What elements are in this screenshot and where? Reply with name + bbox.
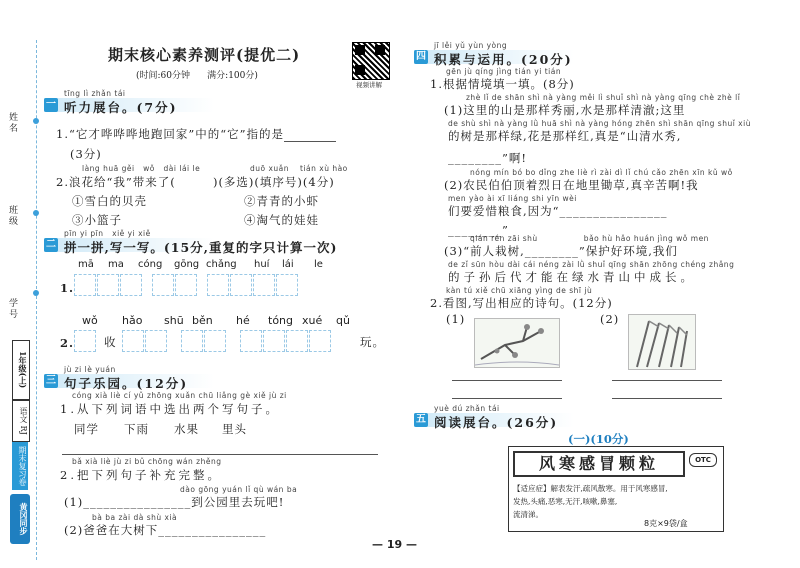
otc-badge: OTC: [689, 453, 717, 467]
s4-s3-pinyin: qián rén zāi shù bǎo hù hǎo huán jìng wǒ men: [470, 234, 709, 243]
section-4-pinyin: jī lěi yǔ yùn yòng: [434, 41, 508, 50]
s2-r2-py-3: běn: [192, 314, 213, 327]
s2-r1-py-4: chǎng: [206, 259, 237, 270]
grid-cell[interactable]: [74, 274, 96, 296]
s4-s2-pinyin: nóng mín bó bo dǐng zhe liè rì zài dì lǐ chú cǎo zhēn xīn kǔ wǒ: [470, 168, 733, 177]
s2-r1-py-0: mā: [78, 259, 94, 270]
left-sidebar: [0, 0, 40, 568]
s3-q1-pinyin: cóng xià liè cí yǔ zhōng xuǎn chū liǎng gè xiě jù zi: [72, 391, 287, 400]
grid-cell[interactable]: [181, 330, 203, 352]
s4-s1: (1)这里的山是那样秀丽,水是那样清澈;这里: [444, 103, 686, 117]
bamboo-grove-picture: [628, 314, 696, 370]
qr-caption: 视频讲解: [356, 81, 382, 89]
s1-q2-pinyin-c: tián xù hào: [300, 164, 348, 173]
section-2-title: 拼一拼,写一写。(15分,重复的字只计算一次): [64, 240, 338, 255]
s1-option-2[interactable]: ②青青的小虾: [244, 194, 319, 208]
grid-cell[interactable]: [175, 274, 197, 296]
s2-row2-shou: 收: [104, 335, 117, 349]
s1-q1-blank[interactable]: [284, 129, 336, 142]
s4-s3: (3)“前人栽树,________”保护好环境,我们: [444, 244, 678, 258]
s1-option-4[interactable]: ④淘气的娃娃: [244, 213, 319, 227]
s4-pic1-label: (1): [446, 312, 466, 326]
medicine-title: 风寒感冒颗粒: [513, 451, 685, 477]
s4-s1-pinyin: zhè lǐ de shān shì nà yàng měi lì shuǐ shì nà yàng qīng chè zhè lǐ: [466, 93, 741, 102]
s4-s1c: ________”啊!: [448, 151, 528, 165]
s2-r1-py-5: huí: [254, 259, 270, 270]
section-2-pinyin: pīn yi pīn xiě yi xiě: [64, 229, 151, 238]
s3-word-3: 水果: [174, 422, 199, 436]
s4-pic1-line-2[interactable]: [452, 398, 562, 399]
grid-cell[interactable]: [152, 274, 174, 296]
s1-q1-score: (3分): [70, 147, 102, 161]
section-1-pinyin: tīng lì zhǎn tái: [64, 89, 126, 98]
medicine-spec: 8克×9袋/盒: [644, 519, 688, 528]
section-1-title: 听力展台。(7分): [64, 100, 178, 115]
s3-q2-1: (1)________________到公园里去玩吧!: [64, 495, 285, 509]
s2-r1-py-7: le: [314, 259, 323, 270]
s1-q2-text: 2.浪花给“我”带来了( )(多选)(填序号)(4分): [56, 175, 335, 189]
s3-q2-2-pinyin: bà ba zài dà shù xià: [92, 513, 178, 522]
grid-cell[interactable]: [240, 330, 262, 352]
time-score: (时间:60分钟 满分:100分): [136, 71, 258, 81]
section-4-badge: 四: [416, 51, 426, 62]
s4-s2: (2)农民伯伯顶着烈日在地里锄草,真辛苦啊!我: [444, 178, 699, 192]
medicine-body-1: 【适应症】解表发汗,疏风散寒。用于风寒感冒,: [513, 484, 668, 493]
bamboo-icon: [629, 315, 695, 369]
s3-q2-2: (2)爸爸在大树下________________: [64, 523, 267, 537]
grade-tag: 1年级(上): [12, 340, 30, 400]
s4-s2b: 们要爱惜粮食,因为“________________: [448, 204, 668, 218]
s2-r1-py-2: cóng: [138, 259, 163, 270]
medicine-box: [508, 446, 724, 532]
s2-r2-py-0: wǒ: [82, 314, 98, 327]
s1-q2-pinyin-b: duō xuǎn: [250, 164, 290, 173]
brand-logo: 黄冈同步: [10, 494, 30, 544]
grid-cell[interactable]: [145, 330, 167, 352]
s4-s3b-pinyin: de zǐ sūn hòu dài cái néng zài lǜ shuǐ qīng shān zhōng chéng zhǎng: [448, 260, 735, 269]
s4-s1b-pinyin: de shù shì nà yàng lǜ huā shì nà yàng hóng zhēn shì shān qīng shuǐ xiù: [448, 119, 751, 128]
s1-option-3[interactable]: ③小篮子: [72, 213, 122, 227]
s3-word-4: 里头: [222, 422, 247, 436]
grid-cell[interactable]: [120, 274, 142, 296]
s2-r2-py-5: tóng: [268, 314, 293, 327]
s4-q2-text: 2.看图,写出相应的诗句。(12分): [430, 296, 613, 310]
medicine-body-3: 流清涕。: [513, 510, 543, 519]
s2-row2-num: 2.: [60, 336, 75, 350]
id-label: 学号: [7, 298, 17, 320]
s2-r1-py-1: ma: [108, 259, 124, 270]
class-label: 班级: [7, 205, 17, 227]
s4-q1-pinyin: gēn jù qíng jìng tián yi tián: [446, 67, 562, 76]
medicine-body-2: 发热,头痛,恶寒,无汗,咳嗽,鼻塞,: [513, 497, 618, 506]
s2-r2-py-4: hé: [236, 314, 250, 327]
section-2-badge: 二: [46, 239, 56, 250]
grid-cell[interactable]: [263, 330, 285, 352]
s3-word-1: 同学: [74, 422, 99, 436]
s4-s1b: 的树是那样绿,花是那样红,真是“山清水秀,: [448, 129, 682, 143]
s2-r2-py-1: hǎo: [122, 314, 143, 327]
grid-cell[interactable]: [207, 274, 229, 296]
name-dot: [33, 118, 39, 124]
section-3-badge: 三: [46, 375, 56, 386]
s3-q1-line-1[interactable]: [62, 454, 378, 455]
grid-cell[interactable]: [230, 274, 252, 296]
s5-part1-label: (一)(10分): [568, 432, 629, 446]
section-5-title: 阅读展台。(26分): [434, 415, 559, 430]
s2-r2-py-6: xué: [302, 314, 323, 327]
section-5-pinyin: yuè dú zhǎn tái: [434, 404, 500, 413]
plum-blossom-picture: [474, 318, 560, 368]
grid-cell[interactable]: [253, 274, 275, 296]
s4-q2-pinyin: kàn tú xiě chū xiāng yìng de shī jù: [446, 286, 593, 295]
grid-cell[interactable]: [309, 330, 331, 352]
s2-row1-grid[interactable]: [74, 274, 299, 300]
series-tag: 期末复习卷: [12, 442, 28, 490]
id-dot: [33, 290, 39, 296]
s2-r1-py-6: lái: [282, 259, 294, 270]
s3-q2-pinyin: bǎ xià liè jù zi bǔ chōng wán zhěng: [72, 457, 222, 466]
s3-word-2: 下雨: [124, 422, 149, 436]
plum-branch-icon: [475, 319, 559, 367]
subject-tag: 语文 RJ: [12, 400, 30, 442]
page-title: 期末核心素养测评(提优二): [108, 46, 301, 64]
grid-cell[interactable]: [97, 274, 119, 296]
s4-pic1-line-1[interactable]: [452, 380, 562, 381]
grid-cell[interactable]: [276, 274, 298, 296]
s1-q2-pinyin-a: làng huā gěi wǒ dài lái le: [82, 164, 201, 173]
s2-row2-wan: 玩。: [360, 335, 385, 349]
name-label: 姓名: [7, 112, 17, 134]
s4-pic2-line-1[interactable]: [612, 380, 722, 381]
s4-q1-text: 1.根据情境填一填。(8分): [430, 77, 575, 91]
section-4-title: 积累与运用。(20分): [434, 52, 573, 67]
s2-row2-grid-b[interactable]: [122, 330, 332, 356]
section-3-pinyin: jù zi lè yuán: [64, 365, 116, 374]
grid-cell[interactable]: [286, 330, 308, 352]
grid-cell[interactable]: [122, 330, 144, 352]
s4-pic2-line-2[interactable]: [612, 398, 722, 399]
section-5-badge: 五: [416, 414, 426, 425]
grid-cell[interactable]: [204, 330, 226, 352]
section-1-badge: 一: [46, 99, 56, 110]
s4-s3b: 的子孙后代才能在绿水青山中成长。: [448, 270, 696, 284]
s2-r2-py-7: qǔ: [336, 314, 350, 327]
s2-row1-num: 1.: [60, 281, 75, 295]
page-number: — 19 —: [372, 538, 417, 551]
s3-q1-text: 1.从下列词语中选出两个写句子。: [60, 402, 280, 416]
s3-q2-1-pinyin: dào gōng yuán lǐ qù wán ba: [180, 485, 298, 494]
s4-pic2-label: (2): [600, 312, 620, 326]
s4-s2b-pinyin: men yào ài xī liáng shi yīn wèi: [448, 194, 577, 203]
s2-r1-py-3: gōng: [174, 259, 200, 270]
s2-r2-py-2: shū: [164, 314, 184, 327]
grid-cell[interactable]: [74, 330, 96, 352]
class-dot: [33, 210, 39, 216]
s4-s2c: ________”: [448, 223, 509, 237]
qr-code[interactable]: [352, 42, 390, 80]
section-3-title: 句子乐园。(12分): [64, 376, 189, 391]
s2-row2-grid-a[interactable]: [74, 330, 97, 356]
s1-q1-text: 1.“它才哗哗哗地跑回家”中的“它”指的是: [56, 126, 336, 142]
s3-q2-text: 2.把下列句子补充完整。: [60, 468, 222, 482]
s1-option-1[interactable]: ①雪白的贝壳: [72, 194, 147, 208]
